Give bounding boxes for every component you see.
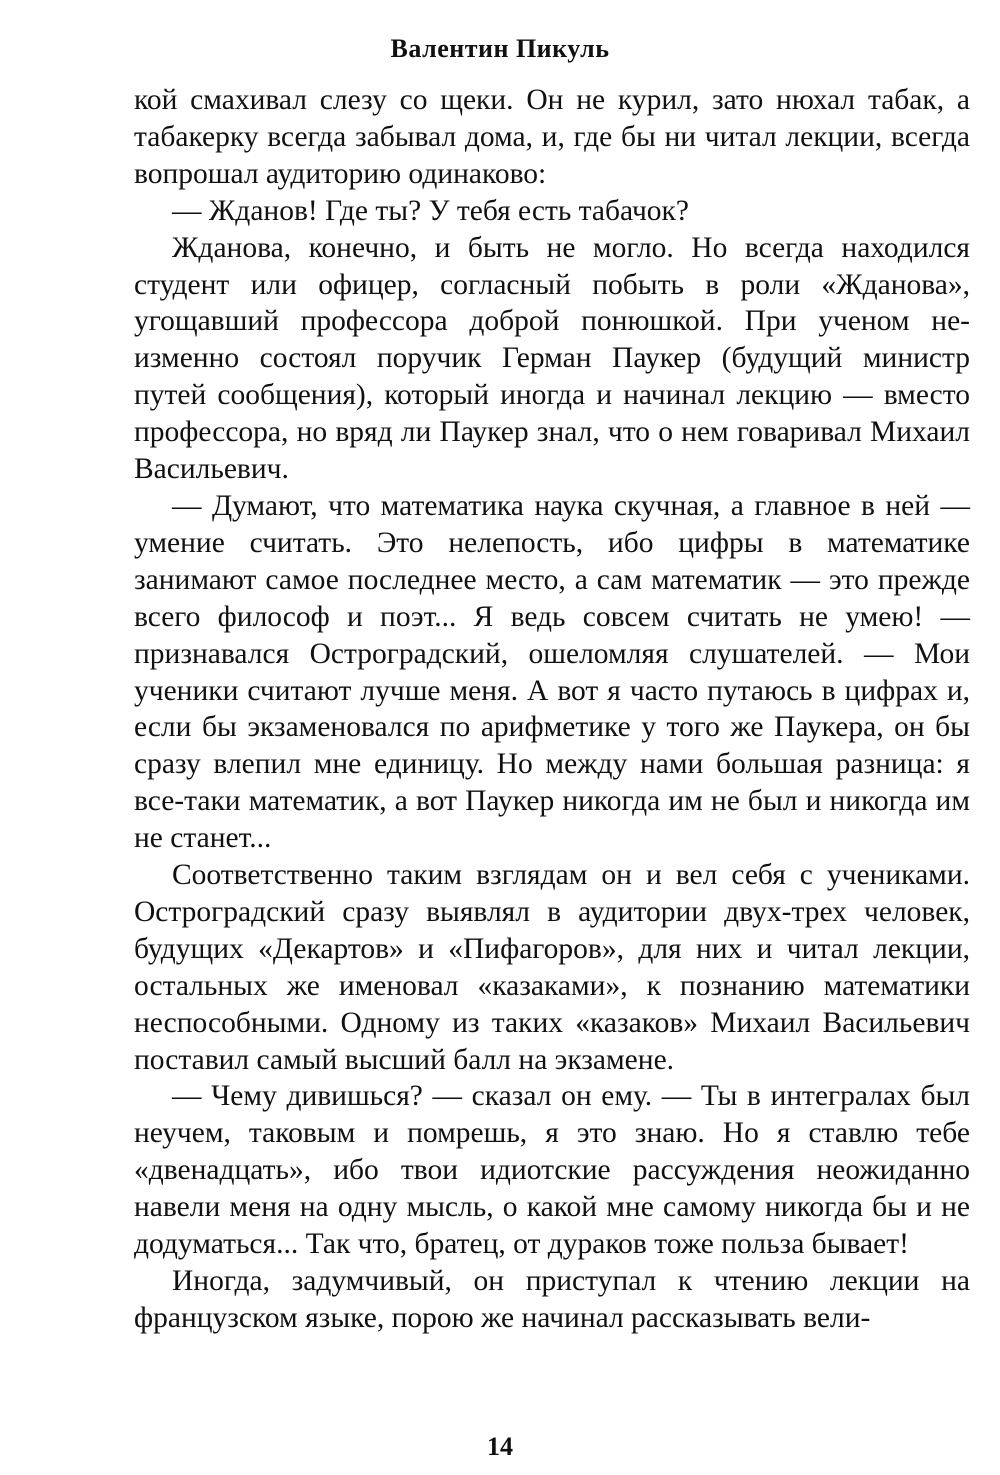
page-body-text [134, 82, 970, 1337]
page-number: 14 [487, 1432, 513, 1461]
paragraph: Иногда, задумчивый, он приступал к чтению лекции на французском языке, порою же начинал рассказывать вели- [134, 1265, 970, 1334]
paragraph: кой смахивал слезу со щеки. Он не курил, зато нюхал табак, а табакерку всегда забывал дома, и, где бы ни читал лекции, всегда вопрошал аудиторию одинаково: [134, 84, 970, 190]
paragraph: — Думают, что математика наука скучная, а главное в ней — умение считать. Это нелепость, ибо цифры в математике занимают самое последнее место, а сам математик — это прежде всего философ и поэт... Я ведь совсем считать не умею! — признавался Остроградский, ошеломляя слушателей. — Мои ученики считают лучше меня. А вот я часто путаюсь в цифрах и, если бы экзаменовался по арифметике у того же Паукера, он бы сразу влепил мне единицу. Но между нами большая разница: я все-таки математик, а вот Паукер никогда им не был и никогда им не станет... [134, 489, 970, 855]
paragraph: — Чему дивишься? — сказал он ему. — Ты в интегралах был неучем, таковым и помрешь, я это знаю. Но я ставлю тебе «двенадцать», ибо твои идиотские рассуждения неожиданно навели меня на одну мысль, о какой мне самому никогда бы и не додуматься... Так что, братец, от дураков тоже польза бывает! [134, 1080, 970, 1261]
paragraph: Жданова, конечно, и быть не могло. Но всегда находился студент или офицер, согласный побыть в роли «Жданова», угощавший профессора доброй понюшкой. При ученом неизменно состоял поручик Герман Паукер (будущий министр путей сообщения), который иногда и начинал лекцию — вместо профессора, но вряд ли Паукер знал, что о нем говаривал Михаил Васильевич. [134, 231, 970, 486]
paragraph: Соответственно таким взглядам он и вел себя с учениками. Остроградский сразу выявлял в аудитории двух-трех человек, будущих «Декартов» и «Пифагоров», для них и читал лекции, остальных же именовал «казаками», к познанию математики неспособными. Одному из таких «казаков» Михаил Васильевич поставил самый высший балл на экзамене. [134, 859, 970, 1076]
paragraph: — Жданов! Где ты? У тебя есть табачок? [172, 194, 689, 227]
running-header-author: Валентин Пикуль [390, 34, 610, 63]
